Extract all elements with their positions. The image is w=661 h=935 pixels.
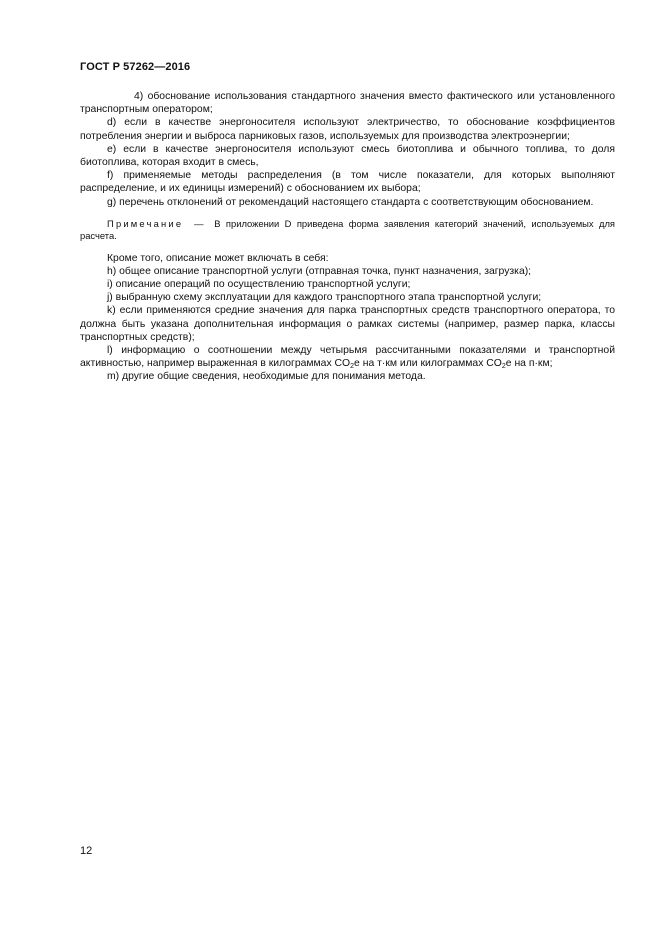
item-label: k)	[107, 305, 116, 317]
item-label: l)	[107, 345, 113, 357]
item-label: m)	[107, 371, 120, 383]
item-label: g)	[107, 196, 117, 208]
item-text: перечень отклонений от рекомендаций настоящего стандарта с соответствующим обоснованием.	[119, 196, 594, 208]
intro-paragraph: Кроме того, описание может включать в себя:	[107, 252, 329, 264]
item-text: если применяются средние значения для парка транспортных средств транспортного оператора, то должна быть указана дополнительная информация о рамках системы (например, размер парка, классы транспортных средств);	[80, 305, 615, 343]
subscript: 2	[350, 363, 355, 371]
document-body	[80, 90, 615, 384]
item-label: h)	[107, 265, 117, 277]
item-label: j)	[107, 292, 113, 304]
item-label: d)	[107, 117, 117, 129]
list-item-h	[80, 265, 615, 278]
list-item-i	[80, 278, 615, 291]
list-item-k	[80, 304, 615, 344]
list-item-d	[80, 116, 615, 142]
note-text: В приложении D приведена форма заявления категорий значений, используемых для расчета.	[80, 217, 615, 242]
item-text: выбранную схему эксплуатации для каждого транспортного этапа транспортной услуги;	[115, 292, 542, 304]
item-text: если в качестве энергоносителя используют смесь биотоплива и обычного топлива, то доля биотоплива, которая входит в смесь,	[80, 143, 615, 169]
list-item-e	[80, 143, 615, 169]
list-item-g	[80, 196, 615, 209]
item-label: 4)	[134, 91, 144, 102]
item-label: f)	[107, 170, 114, 182]
item-label: i)	[107, 279, 113, 291]
item-text-part1: информацию о соотношении между четырьмя рассчитанными показателями и транспортной активностью, например выраженная в килограммах CO	[80, 345, 616, 370]
page-number: 12	[80, 845, 93, 857]
item-label: e)	[107, 143, 117, 155]
subscript: 2	[501, 363, 506, 371]
note-dash: —	[194, 217, 204, 229]
item-text: если в качестве энергоносителя используют электричество, то обоснование коэффициентов потребления энергии и выброса парниковых газов, используемых для производства электроэнергии;	[80, 117, 615, 142]
item-text-part3: e на п·км;	[505, 358, 553, 370]
item-text: общее описание транспортной услуги (отправная точка, пункт назначения, загрузка);	[119, 265, 532, 277]
list-item-j	[80, 291, 615, 304]
note	[80, 218, 615, 243]
item-text: обоснование использования стандартного значения вместо фактического или установленного транспортным оператором;	[80, 91, 616, 116]
item-text: описание операций по осуществлению транспортной услуги;	[115, 279, 411, 291]
note-label: Примечание	[107, 217, 184, 229]
item-text-part2: e на т·км или килограммах CO	[354, 358, 502, 370]
document-header: ГОСТ Р 57262—2016	[80, 61, 191, 73]
list-item-l	[80, 344, 615, 370]
item-text: применяемые методы распределения (в том числе показатели, для которых выполняют распределение, и их единицы измерений) с обоснованием их выбора;	[80, 170, 615, 195]
list-item-m	[80, 370, 615, 383]
list-item-4	[80, 90, 615, 116]
item-text: другие общие сведения, необходимые для понимания метода.	[122, 371, 426, 383]
list-item-f	[80, 169, 615, 195]
